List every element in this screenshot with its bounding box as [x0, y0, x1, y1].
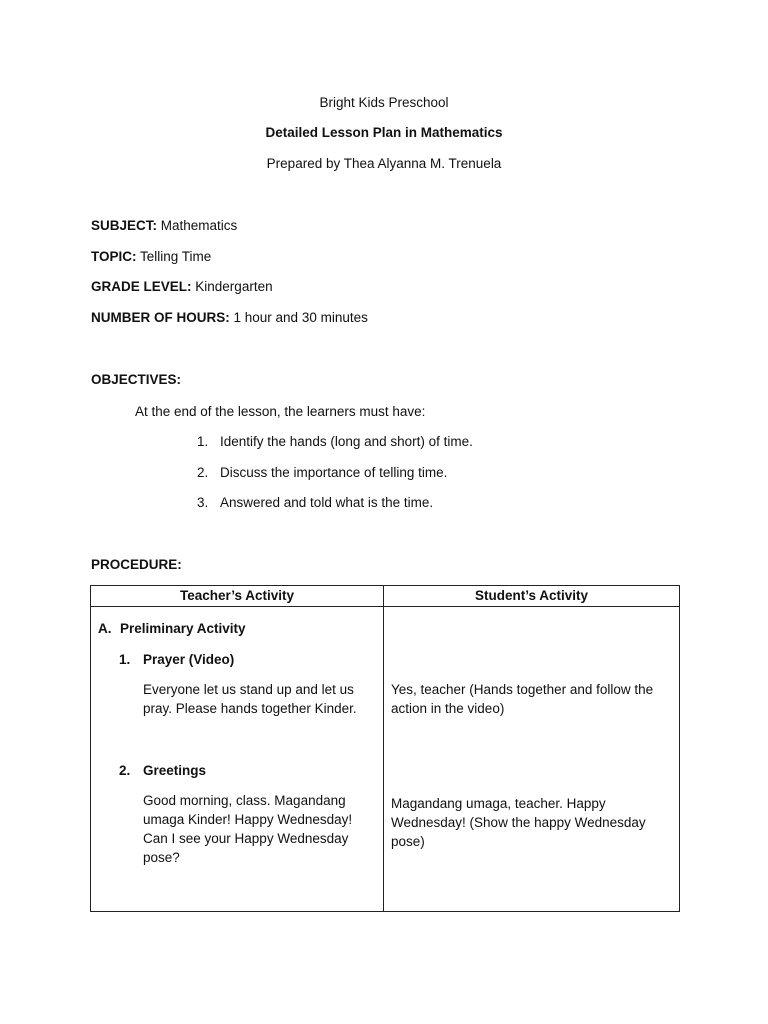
objective-item — [197, 494, 433, 512]
objective-text: Answered and told what is the time. — [220, 495, 434, 510]
step-title: Greetings — [143, 763, 207, 778]
school-name: Bright Kids Preschool — [319, 95, 449, 110]
text-line: Yes, teacher (Hands together and follow the — [391, 682, 654, 697]
text-line: Good morning, class. Magandang — [143, 793, 346, 808]
hours-value: 1 hour and 30 minutes — [233, 310, 368, 325]
text-line: Wednesday! (Show the happy Wednesday — [391, 815, 646, 830]
text-line: pray. Please hands together Kinder. — [143, 701, 357, 716]
objective-item — [197, 433, 473, 451]
student-text — [391, 680, 653, 718]
grade-level-label: GRADE LEVEL: — [91, 279, 192, 294]
step-number: 2. — [119, 763, 131, 778]
teacher-text — [143, 791, 352, 867]
grade-level-line — [91, 278, 273, 296]
step-heading — [119, 761, 206, 780]
objective-number: 1. — [197, 434, 209, 449]
step-heading — [119, 650, 234, 669]
text-line: pose) — [391, 834, 425, 849]
section-letter: A. — [98, 621, 112, 636]
subject-label: SUBJECT: — [91, 218, 158, 233]
topic-line — [91, 248, 211, 266]
topic-label: TOPIC: — [91, 249, 137, 264]
text-line: Everyone let us stand up and let us — [143, 682, 354, 697]
student-text — [391, 794, 646, 851]
teacher-activity-cell — [91, 607, 384, 912]
objective-number: 2. — [197, 465, 209, 480]
objective-text: Identify the hands (long and short) of time. — [220, 434, 473, 449]
subject-line — [91, 217, 237, 235]
text-line: pose? — [143, 850, 180, 865]
text-line: action in the video) — [391, 701, 505, 716]
topic-value: Telling Time — [140, 249, 212, 264]
section-title: Preliminary Activity — [120, 621, 246, 636]
teacher-text — [143, 680, 357, 718]
step-title: Prayer (Video) — [143, 652, 235, 667]
subject-value: Mathematics — [160, 218, 238, 233]
section-heading — [98, 619, 246, 638]
hours-line — [91, 309, 368, 327]
document-title: Detailed Lesson Plan in Mathematics — [265, 125, 503, 140]
text-line: umaga Kinder! Happy Wednesday! — [143, 812, 353, 827]
grade-level-value: Kindergarten — [195, 279, 273, 294]
objectives-intro: At the end of the lesson, the learners must have: — [135, 404, 426, 419]
objective-number: 3. — [197, 495, 209, 510]
text-line: Magandang umaga, teacher. Happy — [391, 796, 606, 811]
objective-text: Discuss the importance of telling time. — [220, 465, 448, 480]
teacher-activity-header: Teacher’s Activity — [91, 586, 384, 607]
objective-item — [197, 464, 447, 482]
procedure-table — [90, 585, 680, 912]
student-activity-header: Student’s Activity — [384, 586, 680, 607]
step-number: 1. — [119, 652, 131, 667]
procedure-heading: PROCEDURE: — [91, 557, 182, 572]
text-line: Can I see your Happy Wednesday — [143, 831, 349, 846]
prepared-by: Prepared by Thea Alyanna M. Trenuela — [266, 156, 502, 171]
student-activity-cell — [384, 607, 680, 912]
hours-label: NUMBER OF HOURS: — [91, 310, 230, 325]
objectives-heading: OBJECTIVES: — [91, 372, 182, 387]
